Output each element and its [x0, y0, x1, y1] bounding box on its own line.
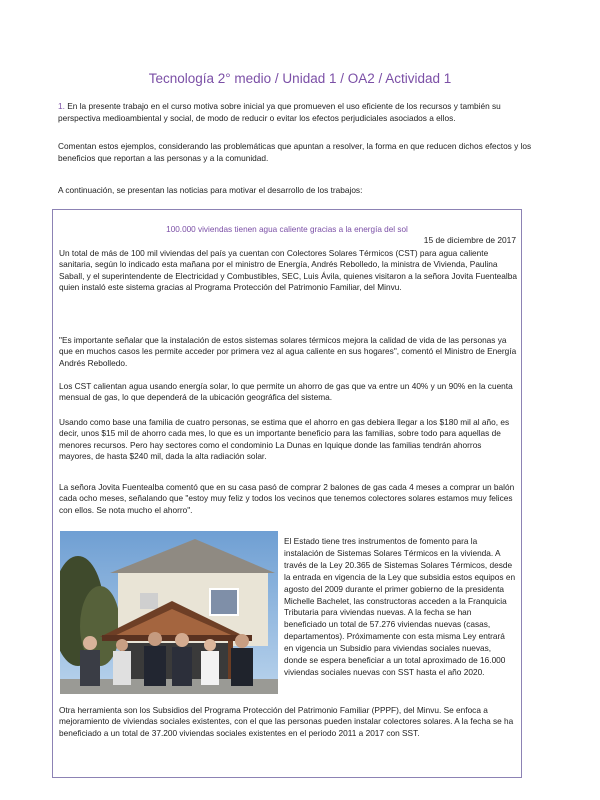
news-date: 15 de diciembre de 2017	[423, 235, 516, 245]
news-paragraph: Un total de más de 100 mil viviendas del país ya cuentan con Colectores Solares Térmicos (CST) para agua caliente sanitaria, según lo indicado esta mañana por el ministro de Energía, Andrés Rebolledo, la ministra de Vivienda, Paulina Saball, y el superintendente de Electricidad y Combustibles, SEC, Luis Ávila, quienes visitaron a la señora Jovita Fuentealba quien instaló este sistema gracias al Programa Protección del Patrimonio Familiar, del Minvu.	[59, 248, 517, 293]
news-paragraph: Los CST calientan agua usando energía solar, lo que permite un ahorro de gas que va entre un 40% y un 90% en la cuenta mensual de gas, lo que dependerá de la ubicación geográfica del sistema.	[59, 381, 513, 403]
page-title: Tecnología 2° medio / Unidad 1 / OA2 / Actividad 1	[148, 71, 452, 86]
intro-paragraph-1	[58, 101, 538, 124]
news-paragraph: La señora Jovita Fuentealba comentó que en su casa pasó de comprar 2 balones de gas cada 4 meses a comprar un balón cada ocho meses, señalando que "estoy muy feliz y todos los vecinos que tenemos colectores solares estamos muy felices con ellos. Se nota mucho el ahorro".	[59, 482, 515, 515]
intro-paragraph-3	[58, 185, 538, 197]
list-number: 1.	[58, 101, 65, 111]
intro-text-2: Comentan estos ejemplos, considerando las problemáticas que apuntan a resolver, la forma en que reducen dichos efectos y los beneficios que reportan a las personas y a la comunidad.	[58, 141, 532, 163]
news-title: 100.000 viviendas tienen agua caliente gracias a la energía del sol	[166, 225, 408, 234]
news-paragraph: Otra herramienta son los Subsidios del Programa Protección del Patrimonio Familiar (PPPF), del Minvu. Se enfoca a mejoramiento de viviendas sociales existentes, con el que las personas pueden instalar colectores solares. A la fecha se ha beneficiado a un total de 37.200 viviendas sociales existentes en el periodo 2011 a 2017 con SST.	[59, 705, 514, 738]
news-photo	[60, 531, 278, 694]
news-paragraph: Usando como base una familia de cuatro personas, se estima que el ahorro en gas debiera llegar a los $180 mil al año, es decir, unos $15 mil de ahorro cada mes, lo que es un importante beneficio para las familias, sobre todo para aquellas de menores recursos. Pero hay sectores como el condominio La Dunas en Iquique donde las familias tendrán ahorros mayores, de hasta $240 mil, dada la alta radiación solar.	[59, 417, 510, 462]
news-paragraph: "Es importante señalar que la instalación de estos sistemas solares térmicos mejora la calidad de vida de las personas ya que en muchos casos les permite acceder por primera vez al agua caliente en sus hogares", comentó el Ministro de Energía Andrés Rebolledo.	[59, 335, 517, 368]
intro-text-1: En la presente trabajo en el curso motiva sobre inicial ya que promueven el uso eficiente de los recursos y también su perspectiva medioambiental y social, de modo de reducir o evitar los efectos perjudiciales asociados a ellos.	[58, 101, 501, 123]
intro-paragraph-2	[58, 141, 538, 164]
intro-text-3: A continuación, se presentan las noticias para motivar el desarrollo de los trabajos:	[58, 185, 363, 195]
news-paragraph: El Estado tiene tres instrumentos de fomento para la instalación de Sistemas Solares Térmicos en la vivienda. A través de la Ley 20.365 de Sistemas Solares Térmicos, desde la entrada en vigencia de la Ley que subsidia estos equipos en agosto del 2009 durante el primer gobierno de la presidenta Michelle Bachelet, las constructoras acceden a la Franquicia Tributaria para viviendas nuevas. A la fecha se han beneficiado un total de 57.276 viviendas nuevas (casas, departamentos). Próximamente con esta misma Ley entrará en vigencia un Subsidio para viviendas sociales nuevas, donde se espera beneficiar a un total aproximado de 16.000 viviendas sociales nuevas con SST hasta el año 2020.	[284, 536, 516, 677]
